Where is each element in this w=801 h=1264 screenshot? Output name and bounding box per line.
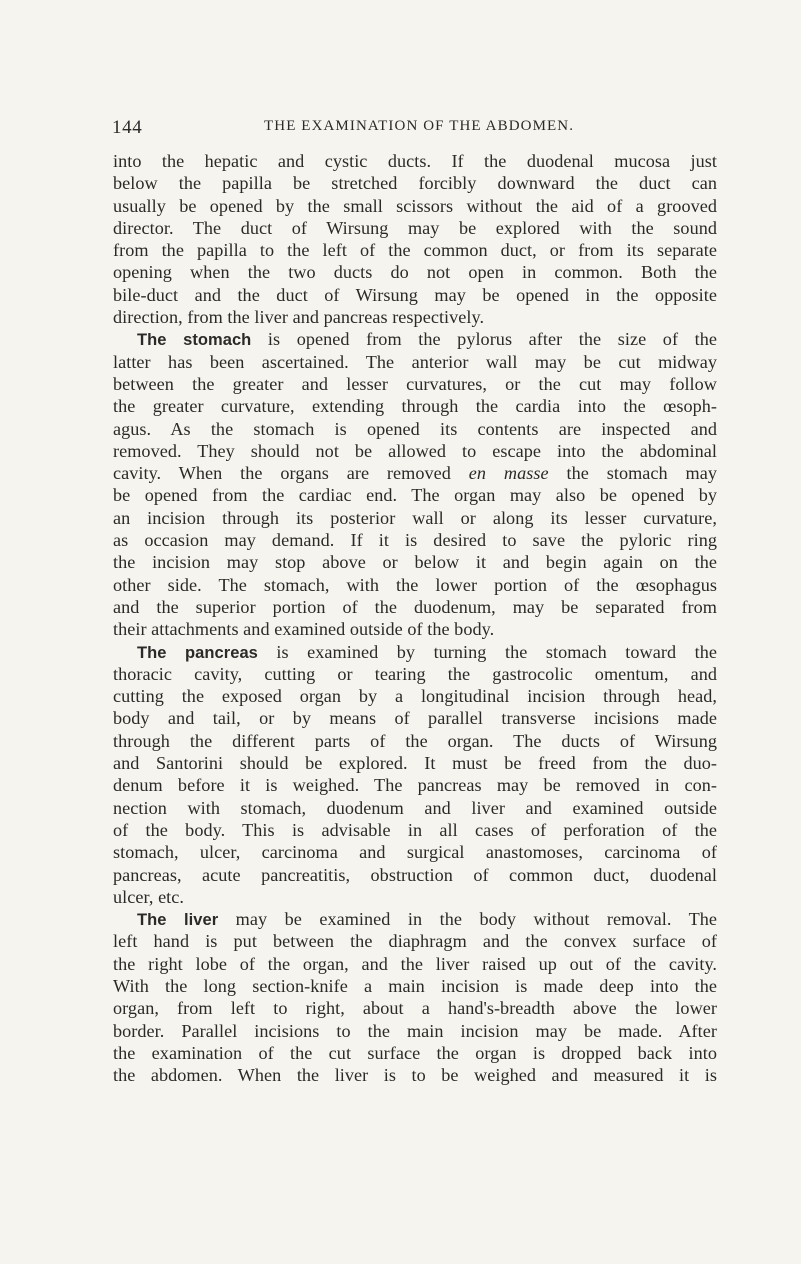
text-line: other side. The stomach, with the lower portion of the œsophagus	[113, 574, 717, 595]
italic-phrase: en masse	[468, 463, 549, 484]
text-line: bile-duct and the duct of Wirsung may be opened in the opposite	[113, 284, 717, 305]
text-line: stomach, ulcer, carcinoma and surgical anastomoses, carcinoma of	[113, 842, 717, 863]
text-line: the incision may stop above or below it and begin again on the	[113, 552, 717, 573]
text-line: their attachments and examined outside of the body.	[113, 619, 495, 640]
text-line: usually be opened by the small scissors without the aid of a grooved	[113, 195, 717, 216]
text-line: the greater curvature, extending through the cardia into the œsoph-	[113, 396, 717, 417]
running-title: THE EXAMINATION OF THE ABDOMEN.	[264, 118, 575, 134]
text-line: as occasion may demand. If it is desired to save the pyloric ring	[113, 530, 717, 551]
section-heading-liver: The liver	[137, 911, 219, 930]
text-line: opening when the two ducts do not open in common. Both the	[113, 262, 717, 283]
text-line: With the long section-knife a main incision is made deep into the	[113, 975, 717, 996]
section-heading-stomach: The stomach	[137, 331, 252, 350]
text-line: removed. They should not be allowed to escape into the abdominal	[113, 440, 717, 461]
text-line: be opened from the cardiac end. The organ may also be opened by	[113, 485, 717, 506]
text-line-with-italic	[113, 462, 717, 484]
text-line: direction, from the liver and pancreas respectively.	[113, 307, 485, 328]
text-run: is opened from the pylorus after the size of the	[251, 329, 717, 350]
text-line: border. Parallel incisions to the main incision may be made. After	[113, 1020, 717, 1041]
text-run: cavity. When the organs are removed	[113, 463, 469, 484]
paragraph-liver-first-line	[113, 908, 717, 930]
page-number: 144	[112, 117, 143, 138]
text-line: the examination of the cut surface the organ is dropped back into	[113, 1042, 717, 1063]
text-line: cutting the exposed organ by a longitudinal incision through head,	[113, 686, 717, 707]
text-line: thoracic cavity, cutting or tearing the gastrocolic omentum, and	[113, 663, 717, 684]
text-line: the right lobe of the organ, and the liver raised up out of the cavity.	[113, 953, 717, 974]
text-line: organ, from left to right, about a hand's-breadth above the lower	[113, 998, 717, 1019]
text-line: left hand is put between the diaphragm and the convex surface of	[113, 931, 717, 952]
text-line: between the greater and lesser curvatures, or the cut may follow	[113, 373, 717, 394]
text-line: agus. As the stomach is opened its contents are inspected and	[113, 418, 717, 439]
text-line: below the papilla be stretched forcibly downward the duct can	[113, 173, 717, 194]
text-line: body and tail, or by means of parallel transverse incisions made	[113, 708, 717, 729]
text-line: through the different parts of the organ. The ducts of Wirsung	[113, 730, 717, 751]
text-line: and Santorini should be explored. It must be freed from the duo-	[113, 753, 717, 774]
body-text	[113, 150, 717, 1086]
text-line: from the papilla to the left of the common duct, or from its separate	[113, 240, 717, 261]
paragraph-pancreas-first-line	[113, 641, 717, 663]
text-line: into the hepatic and cystic ducts. If the duodenal mucosa just	[113, 151, 717, 171]
section-heading-pancreas: The pancreas	[137, 643, 258, 662]
text-line: the abdomen. When the liver is to be weighed and measured it is	[113, 1065, 717, 1086]
text-line: and the superior portion of the duodenum, may be separated from	[113, 596, 717, 617]
text-line: latter has been ascertained. The anterior wall may be cut midway	[113, 351, 717, 372]
paragraph-stomach-first-line	[113, 328, 717, 350]
text-run: is examined by turning the stomach toward the	[257, 641, 717, 662]
text-line: of the body. This is advisable in all cases of perforation of the	[113, 819, 717, 840]
text-line: denum before it is weighed. The pancreas may be removed in con-	[113, 775, 717, 796]
text-run: the stomach may	[548, 463, 717, 484]
text-line: pancreas, acute pancreatitis, obstruction of common duct, duodenal	[113, 864, 717, 885]
running-head	[112, 117, 712, 141]
text-line: nection with stomach, duodenum and liver and examined outside	[113, 797, 717, 818]
text-line: director. The duct of Wirsung may be explored with the sound	[113, 217, 717, 238]
text-line: ulcer, etc.	[113, 886, 185, 907]
text-line: an incision through its posterior wall or along its lesser curvature,	[113, 507, 717, 528]
text-run: may be examined in the body without removal. The	[218, 909, 717, 930]
